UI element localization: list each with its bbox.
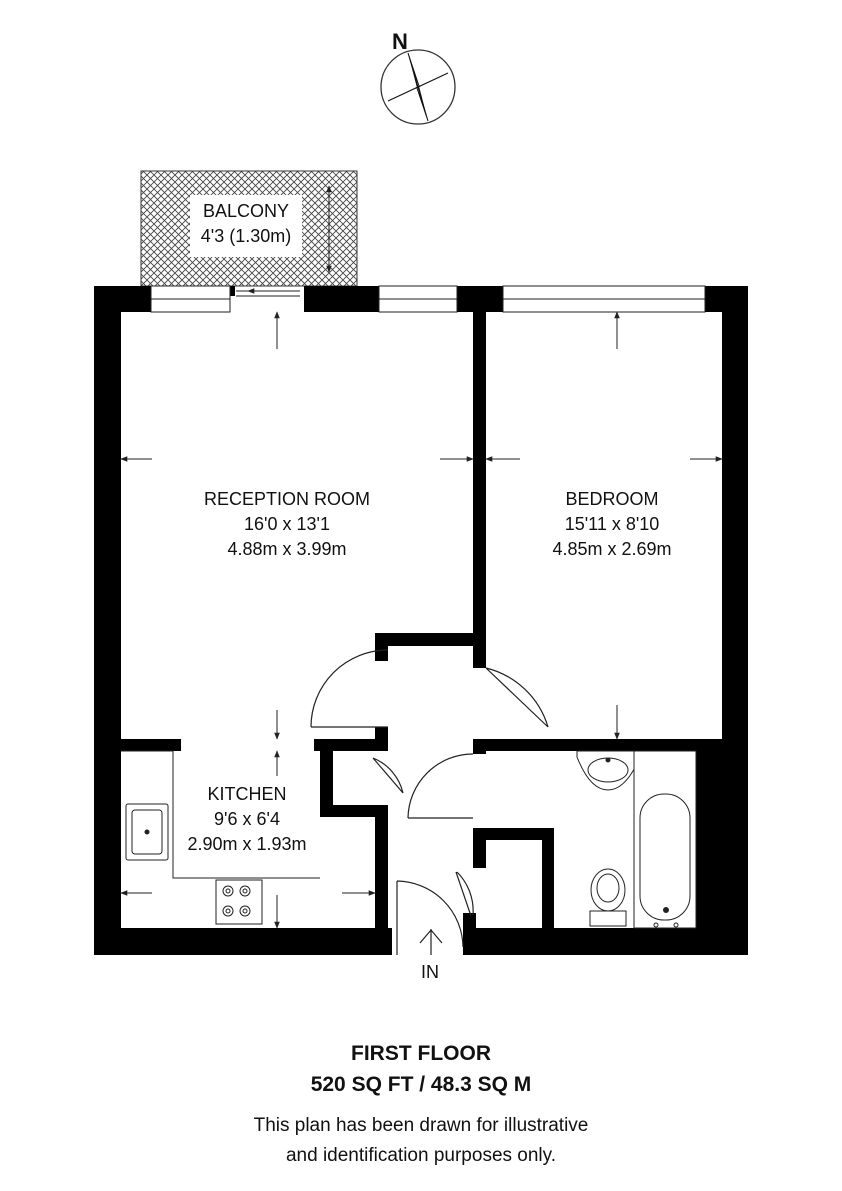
bedroom-imperial: 15'11 x 8'10 — [564, 514, 660, 534]
wall-west — [94, 286, 121, 955]
hob-icon — [216, 880, 262, 924]
entrance-label: IN — [421, 962, 439, 982]
wall-bathroom-top — [473, 739, 748, 751]
wall-door-jamb — [463, 913, 476, 928]
wall-hall-stub — [375, 727, 388, 751]
wall-reception-bedroom — [473, 286, 486, 668]
door-bedroom — [486, 668, 548, 727]
floor-area: 520 SQ FT / 48.3 SQ M — [310, 1073, 532, 1096]
wall-north-mid — [304, 286, 379, 312]
wall-east — [722, 286, 748, 955]
bedroom-name: BEDROOM — [565, 489, 659, 509]
room-labels — [187, 489, 671, 854]
bathroom-fixtures — [577, 751, 696, 928]
wall-store-east — [542, 828, 554, 928]
balcony-name: BALCONY — [202, 201, 290, 221]
wall-kitchen-top-left — [121, 739, 181, 751]
toilet-icon — [590, 869, 626, 926]
balcony-size: 4'3 (1.30m) — [200, 226, 292, 246]
door-cupboard — [373, 758, 403, 793]
wall-north-corner-right — [705, 286, 748, 312]
floor-title: FIRST FLOOR — [351, 1042, 491, 1065]
reception-name: RECEPTION ROOM — [203, 489, 371, 509]
compass-north-label: N — [392, 29, 408, 54]
door-reception — [311, 650, 388, 727]
reception-metric: 4.88m x 3.99m — [227, 539, 347, 559]
window-mullion — [230, 286, 235, 296]
reception-imperial: 16'0 x 13'1 — [244, 514, 330, 534]
bathtub-icon — [634, 751, 696, 928]
bedroom-metric: 4.85m x 2.69m — [552, 539, 672, 559]
compass — [381, 29, 455, 124]
wall-south-left — [94, 928, 392, 955]
doors — [311, 650, 548, 955]
kitchen-imperial: 9'6 x 6'4 — [214, 809, 280, 829]
balcony — [141, 171, 357, 286]
wall-bathroom-stub — [473, 739, 486, 754]
door-entrance — [397, 881, 463, 955]
washbasin-icon — [577, 751, 640, 790]
kitchen-metric: 2.90m x 1.93m — [187, 834, 307, 854]
door-bathroom — [408, 754, 473, 818]
wall-hall-top — [375, 633, 486, 646]
footer — [254, 1042, 589, 1166]
wall-north-corner-left — [94, 286, 151, 312]
compass-rose-icon — [388, 53, 448, 121]
wall-bathroom-east — [696, 751, 722, 928]
door-store — [456, 872, 473, 916]
wall-hall-top-stub — [375, 633, 388, 661]
disclaimer-line-2: and identification purposes only. — [285, 1145, 557, 1166]
kitchen-name: KITCHEN — [207, 784, 287, 804]
wall-south-right — [463, 928, 748, 955]
disclaimer-line-1: This plan has been drawn for illustrative — [253, 1115, 589, 1136]
entrance-arrow-icon — [420, 929, 442, 955]
balcony-sliding-door — [236, 291, 300, 296]
wall-store-west — [473, 828, 486, 868]
wall-hall-west-lower — [375, 805, 388, 928]
